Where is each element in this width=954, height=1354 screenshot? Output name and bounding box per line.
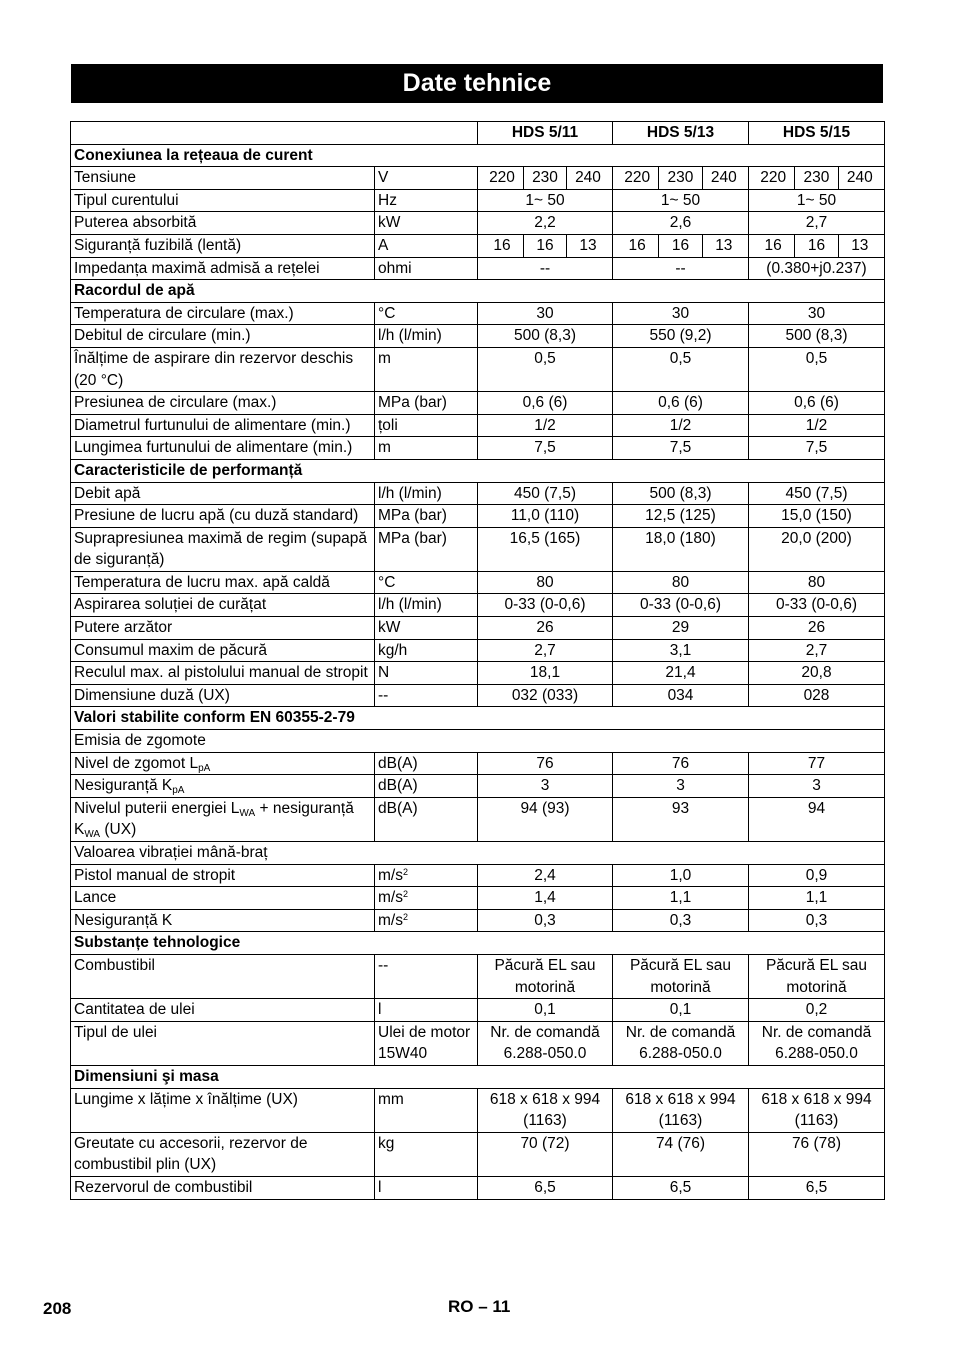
split-value: 220 xyxy=(489,169,515,187)
split-value: 16 xyxy=(523,235,566,257)
row-unit: °C xyxy=(375,302,478,325)
row-value: 0-33 (0-0,6) xyxy=(749,594,885,617)
table-row xyxy=(71,752,885,775)
split-value: 230 xyxy=(794,167,837,189)
section-row xyxy=(71,932,885,955)
section-title: Valori stabilite conform EN 60355-2-79 xyxy=(71,707,885,730)
row-value: 0,1 xyxy=(613,999,749,1022)
table-row xyxy=(71,167,885,190)
row-value: -- xyxy=(613,257,749,280)
row-unit: A xyxy=(375,234,478,257)
split-value: 16 xyxy=(658,235,701,257)
split-values xyxy=(481,235,609,257)
split-values xyxy=(481,167,609,189)
row-label: Aspirarea soluției de curățat xyxy=(71,594,375,617)
table-row xyxy=(71,1088,885,1132)
table-row xyxy=(71,909,885,932)
row-value: 30 xyxy=(478,302,613,325)
split-value: 16 xyxy=(493,236,511,254)
superscript: 2 xyxy=(402,866,408,877)
row-value: 0,9 xyxy=(749,864,885,887)
split-value-cell xyxy=(613,234,749,257)
row-value: 76 xyxy=(478,752,613,775)
table-row xyxy=(71,887,885,910)
row-value: 0,3 xyxy=(478,909,613,932)
split-value: 16 xyxy=(628,236,646,254)
row-value: 3 xyxy=(749,775,885,798)
row-value: 2,2 xyxy=(478,212,613,235)
row-label: Lungimea furtunului de alimentare (min.) xyxy=(71,437,375,460)
section-title: Caracteristicile de performanță xyxy=(71,459,885,482)
model-header: HDS 5/15 xyxy=(749,122,885,145)
row-value: 450 (7,5) xyxy=(749,482,885,505)
row-value: 1/2 xyxy=(749,414,885,437)
row-unit: MPa (bar) xyxy=(375,392,478,415)
section-row xyxy=(71,144,885,167)
row-unit: -- xyxy=(375,954,478,998)
row-value: 26 xyxy=(478,617,613,640)
row-unit: dB(A) xyxy=(375,775,478,798)
row-value: 1/2 xyxy=(478,414,613,437)
row-value: 618 x 618 x 994 (1163) xyxy=(613,1088,749,1132)
row-unit: ohmi xyxy=(375,257,478,280)
row-value: 0,5 xyxy=(749,347,885,391)
row-label: Debitul de circulare (min.) xyxy=(71,325,375,348)
row-value: 1~ 50 xyxy=(478,189,613,212)
technical-data-table xyxy=(70,121,885,1200)
row-value: 0,2 xyxy=(749,999,885,1022)
row-value: 1,1 xyxy=(749,887,885,910)
row-value: 2,7 xyxy=(478,639,613,662)
split-value: 230 xyxy=(523,167,566,189)
table-row xyxy=(71,347,885,391)
row-value: (0.380+j0.237) xyxy=(749,257,885,280)
row-unit: kW xyxy=(375,212,478,235)
row-value: 0-33 (0-0,6) xyxy=(613,594,749,617)
row-label: Siguranță fuzibilă (lentă) xyxy=(71,234,375,257)
row-value: 3,1 xyxy=(613,639,749,662)
row-label: Putere arzător xyxy=(71,617,375,640)
row-value: 7,5 xyxy=(749,437,885,460)
row-unit: -- xyxy=(375,684,478,707)
table-row xyxy=(71,437,885,460)
split-value: 240 xyxy=(838,167,881,189)
row-value: 1,1 xyxy=(613,887,749,910)
row-label: Tensiune xyxy=(71,167,375,190)
row-value: 6,5 xyxy=(613,1176,749,1199)
subscript: pA xyxy=(172,785,185,797)
row-value: -- xyxy=(478,257,613,280)
section-row xyxy=(71,280,885,303)
row-label: Dimensiune duză (UX) xyxy=(71,684,375,707)
row-value: 16,5 (165) xyxy=(478,527,613,571)
row-label: Suprapresiunea maximă de regim (supapă de siguranță) xyxy=(71,527,375,571)
split-value: 16 xyxy=(794,235,837,257)
row-label: Nivelul puterii energiei $L_{WA}$ + nesiguranță $K_{WA}$ (UX) xyxy=(71,797,375,841)
row-label: Pistol manual de stropit xyxy=(71,864,375,887)
split-value: 240 xyxy=(566,167,609,189)
section-row xyxy=(71,707,885,730)
row-label: Lance xyxy=(71,887,375,910)
row-value: 1,4 xyxy=(478,887,613,910)
row-value: 20,0 (200) xyxy=(749,527,885,571)
split-value-cell xyxy=(478,167,613,190)
row-unit: m xyxy=(375,437,478,460)
split-value: 13 xyxy=(838,235,881,257)
row-label: Impedanța maximă admisă a rețelei xyxy=(71,257,375,280)
row-value: 0,6 (6) xyxy=(749,392,885,415)
table-row xyxy=(71,302,885,325)
row-label: Tipul de ulei xyxy=(71,1021,375,1065)
split-value: 220 xyxy=(624,169,651,187)
row-value: 30 xyxy=(613,302,749,325)
row-value: 450 (7,5) xyxy=(478,482,613,505)
row-value: 3 xyxy=(613,775,749,798)
row-value: 500 (8,3) xyxy=(478,325,613,348)
row-label: Temperatura de lucru max. apă caldă xyxy=(71,571,375,594)
row-value: 550 (9,2) xyxy=(613,325,749,348)
page-title: Date tehnice xyxy=(402,69,552,97)
row-label: Înălțime de aspirare din rezervor deschis (20 °C) xyxy=(71,347,375,391)
row-value: 1,0 xyxy=(613,864,749,887)
row-value: Păcură EL sau motorină xyxy=(613,954,749,998)
table-row xyxy=(71,392,885,415)
split-value: 16 xyxy=(764,236,782,254)
row-value: 032 (033) xyxy=(478,684,613,707)
row-value: Nr. de comandă 6.288-050.0 xyxy=(613,1021,749,1065)
superscript: 2 xyxy=(402,911,408,922)
section-row xyxy=(71,1065,885,1088)
row-value: 1~ 50 xyxy=(613,189,749,212)
table-row xyxy=(71,1132,885,1176)
row-unit: V xyxy=(375,167,478,190)
row-value: 18,0 (180) xyxy=(613,527,749,571)
header-row xyxy=(71,122,885,145)
row-value: Păcură EL sau motorină xyxy=(749,954,885,998)
superscript: 2 xyxy=(402,889,408,900)
page-number: 208 xyxy=(43,1299,72,1318)
row-value: 618 x 618 x 994 (1163) xyxy=(478,1088,613,1132)
row-value: 1/2 xyxy=(613,414,749,437)
row-value: 0,3 xyxy=(613,909,749,932)
row-unit: l xyxy=(375,1176,478,1199)
row-value: 18,1 xyxy=(478,662,613,685)
row-value: 30 xyxy=(749,302,885,325)
row-value: 0,5 xyxy=(613,347,749,391)
row-label: Puterea absorbită xyxy=(71,212,375,235)
table-row xyxy=(71,414,885,437)
row-value: 2,4 xyxy=(478,864,613,887)
row-label: Debit apă xyxy=(71,482,375,505)
table-row xyxy=(71,234,885,257)
row-unit: MPa (bar) xyxy=(375,527,478,571)
table-row xyxy=(71,1176,885,1199)
subsection-title: Valoarea vibrației mână-braț xyxy=(71,842,885,865)
row-value: Nr. de comandă 6.288-050.0 xyxy=(478,1021,613,1065)
page-title-bar xyxy=(71,64,883,103)
row-value: 0,5 xyxy=(478,347,613,391)
row-value: 29 xyxy=(613,617,749,640)
table-row xyxy=(71,571,885,594)
row-value: 20,8 xyxy=(749,662,885,685)
section-row xyxy=(71,459,885,482)
row-value: 93 xyxy=(613,797,749,841)
subscript: WA xyxy=(239,807,256,819)
row-label: Nesiguranță $K_{pA}$ xyxy=(71,775,375,798)
row-value: 2,7 xyxy=(749,212,885,235)
table-row xyxy=(71,482,885,505)
split-value-cell xyxy=(749,234,885,257)
split-value: 13 xyxy=(566,235,609,257)
row-label: Tipul curentului xyxy=(71,189,375,212)
row-unit: dB(A) xyxy=(375,752,478,775)
row-unit: kg xyxy=(375,1132,478,1176)
row-value: 94 xyxy=(749,797,885,841)
section-title: Dimensiuni şi masa xyxy=(71,1065,885,1088)
table-row xyxy=(71,662,885,685)
section-title: Conexiunea la rețeaua de curent xyxy=(71,144,885,167)
row-value: 80 xyxy=(613,571,749,594)
row-label: Greutate cu accesorii, rezervor de combustibil plin (UX) xyxy=(71,1132,375,1176)
row-unit: kW xyxy=(375,617,478,640)
row-unit: mm xyxy=(375,1088,478,1132)
row-value: 74 (76) xyxy=(613,1132,749,1176)
row-value: 70 (72) xyxy=(478,1132,613,1176)
table-row xyxy=(71,257,885,280)
row-value: 0,6 (6) xyxy=(478,392,613,415)
row-unit: MPa (bar) xyxy=(375,505,478,528)
row-label: Reculul max. al pistolului manual de stropit xyxy=(71,662,375,685)
row-value: 15,0 (150) xyxy=(749,505,885,528)
table-row xyxy=(71,527,885,571)
row-unit: Hz xyxy=(375,189,478,212)
row-unit: l/h (l/min) xyxy=(375,325,478,348)
split-values xyxy=(752,167,881,189)
section-title: Racordul de apă xyxy=(71,280,885,303)
row-unit: l/h (l/min) xyxy=(375,482,478,505)
row-value: 80 xyxy=(478,571,613,594)
row-value: 76 (78) xyxy=(749,1132,885,1176)
row-value: 11,0 (110) xyxy=(478,505,613,528)
subscript: WA xyxy=(84,829,101,841)
row-value: 3 xyxy=(478,775,613,798)
subsection-row xyxy=(71,730,885,753)
split-values xyxy=(616,235,745,257)
row-unit: N xyxy=(375,662,478,685)
split-value-cell xyxy=(478,234,613,257)
model-header: HDS 5/13 xyxy=(613,122,749,145)
row-unit: °C xyxy=(375,571,478,594)
table-row xyxy=(71,999,885,1022)
row-value: 94 (93) xyxy=(478,797,613,841)
subsection-row xyxy=(71,842,885,865)
row-label: Lungime x lățime x înălțime (UX) xyxy=(71,1088,375,1132)
row-value: 7,5 xyxy=(613,437,749,460)
row-value: 0,1 xyxy=(478,999,613,1022)
split-value-cell xyxy=(613,167,749,190)
row-label: Cantitatea de ulei xyxy=(71,999,375,1022)
table-row xyxy=(71,325,885,348)
row-value: 0-33 (0-0,6) xyxy=(478,594,613,617)
row-unit: $m/s^2$ xyxy=(375,864,478,887)
subsection-title: Emisia de zgomote xyxy=(71,730,885,753)
split-value-cell xyxy=(749,167,885,190)
row-unit: $m/s^2$ xyxy=(375,909,478,932)
row-label: Combustibil xyxy=(71,954,375,998)
row-value: 500 (8,3) xyxy=(749,325,885,348)
split-value: 220 xyxy=(760,169,787,187)
row-value: 26 xyxy=(749,617,885,640)
split-values xyxy=(752,235,881,257)
row-label: Temperatura de circulare (max.) xyxy=(71,302,375,325)
row-value: 2,6 xyxy=(613,212,749,235)
row-unit: $m/s^2$ xyxy=(375,887,478,910)
table-row xyxy=(71,639,885,662)
row-value: 618 x 618 x 994 (1163) xyxy=(749,1088,885,1132)
row-value: 21,4 xyxy=(613,662,749,685)
row-value: 034 xyxy=(613,684,749,707)
row-value: Nr. de comandă 6.288-050.0 xyxy=(749,1021,885,1065)
row-label: Presiunea de circulare (max.) xyxy=(71,392,375,415)
row-value: 76 xyxy=(613,752,749,775)
row-value: 0,3 xyxy=(749,909,885,932)
model-header: HDS 5/11 xyxy=(478,122,613,145)
split-value: 230 xyxy=(658,167,701,189)
row-value: 12,5 (125) xyxy=(613,505,749,528)
row-label: Consumul maxim de păcură xyxy=(71,639,375,662)
table-row xyxy=(71,594,885,617)
row-unit: l xyxy=(375,999,478,1022)
table-row xyxy=(71,212,885,235)
row-label: Rezervorul de combustibil xyxy=(71,1176,375,1199)
row-unit: țoli xyxy=(375,414,478,437)
table-row xyxy=(71,684,885,707)
row-value: 028 xyxy=(749,684,885,707)
language-page-label: RO – 11 xyxy=(448,1297,511,1316)
row-unit: kg/h xyxy=(375,639,478,662)
split-value: 13 xyxy=(702,235,745,257)
row-unit: l/h (l/min) xyxy=(375,594,478,617)
row-label: Diametrul furtunului de alimentare (min.) xyxy=(71,414,375,437)
header-empty-cell xyxy=(71,122,478,145)
row-unit: m xyxy=(375,347,478,391)
table-row xyxy=(71,797,885,841)
split-values xyxy=(616,167,745,189)
row-value: 6,5 xyxy=(478,1176,613,1199)
table-row xyxy=(71,775,885,798)
table-row xyxy=(71,189,885,212)
row-value: Păcură EL sau motorină xyxy=(478,954,613,998)
table-row xyxy=(71,1021,885,1065)
row-label: Presiune de lucru apă (cu duză standard) xyxy=(71,505,375,528)
split-value: 240 xyxy=(702,167,745,189)
table-row xyxy=(71,864,885,887)
table-row xyxy=(71,617,885,640)
row-label: Nesiguranță K xyxy=(71,909,375,932)
table-row xyxy=(71,505,885,528)
row-value: 2,7 xyxy=(749,639,885,662)
section-title: Substanțe tehnologice xyxy=(71,932,885,955)
table-row xyxy=(71,954,885,998)
row-value: 6,5 xyxy=(749,1176,885,1199)
row-value: 1~ 50 xyxy=(749,189,885,212)
row-value: 500 (8,3) xyxy=(613,482,749,505)
row-value: 77 xyxy=(749,752,885,775)
row-unit: dB(A) xyxy=(375,797,478,841)
row-value: 0,6 (6) xyxy=(613,392,749,415)
row-value: 80 xyxy=(749,571,885,594)
subscript: pA xyxy=(198,762,211,774)
row-value: 7,5 xyxy=(478,437,613,460)
row-label: Nivel de zgomot $L_{pA}$ xyxy=(71,752,375,775)
row-unit: Ulei de motor 15W40 xyxy=(375,1021,478,1065)
